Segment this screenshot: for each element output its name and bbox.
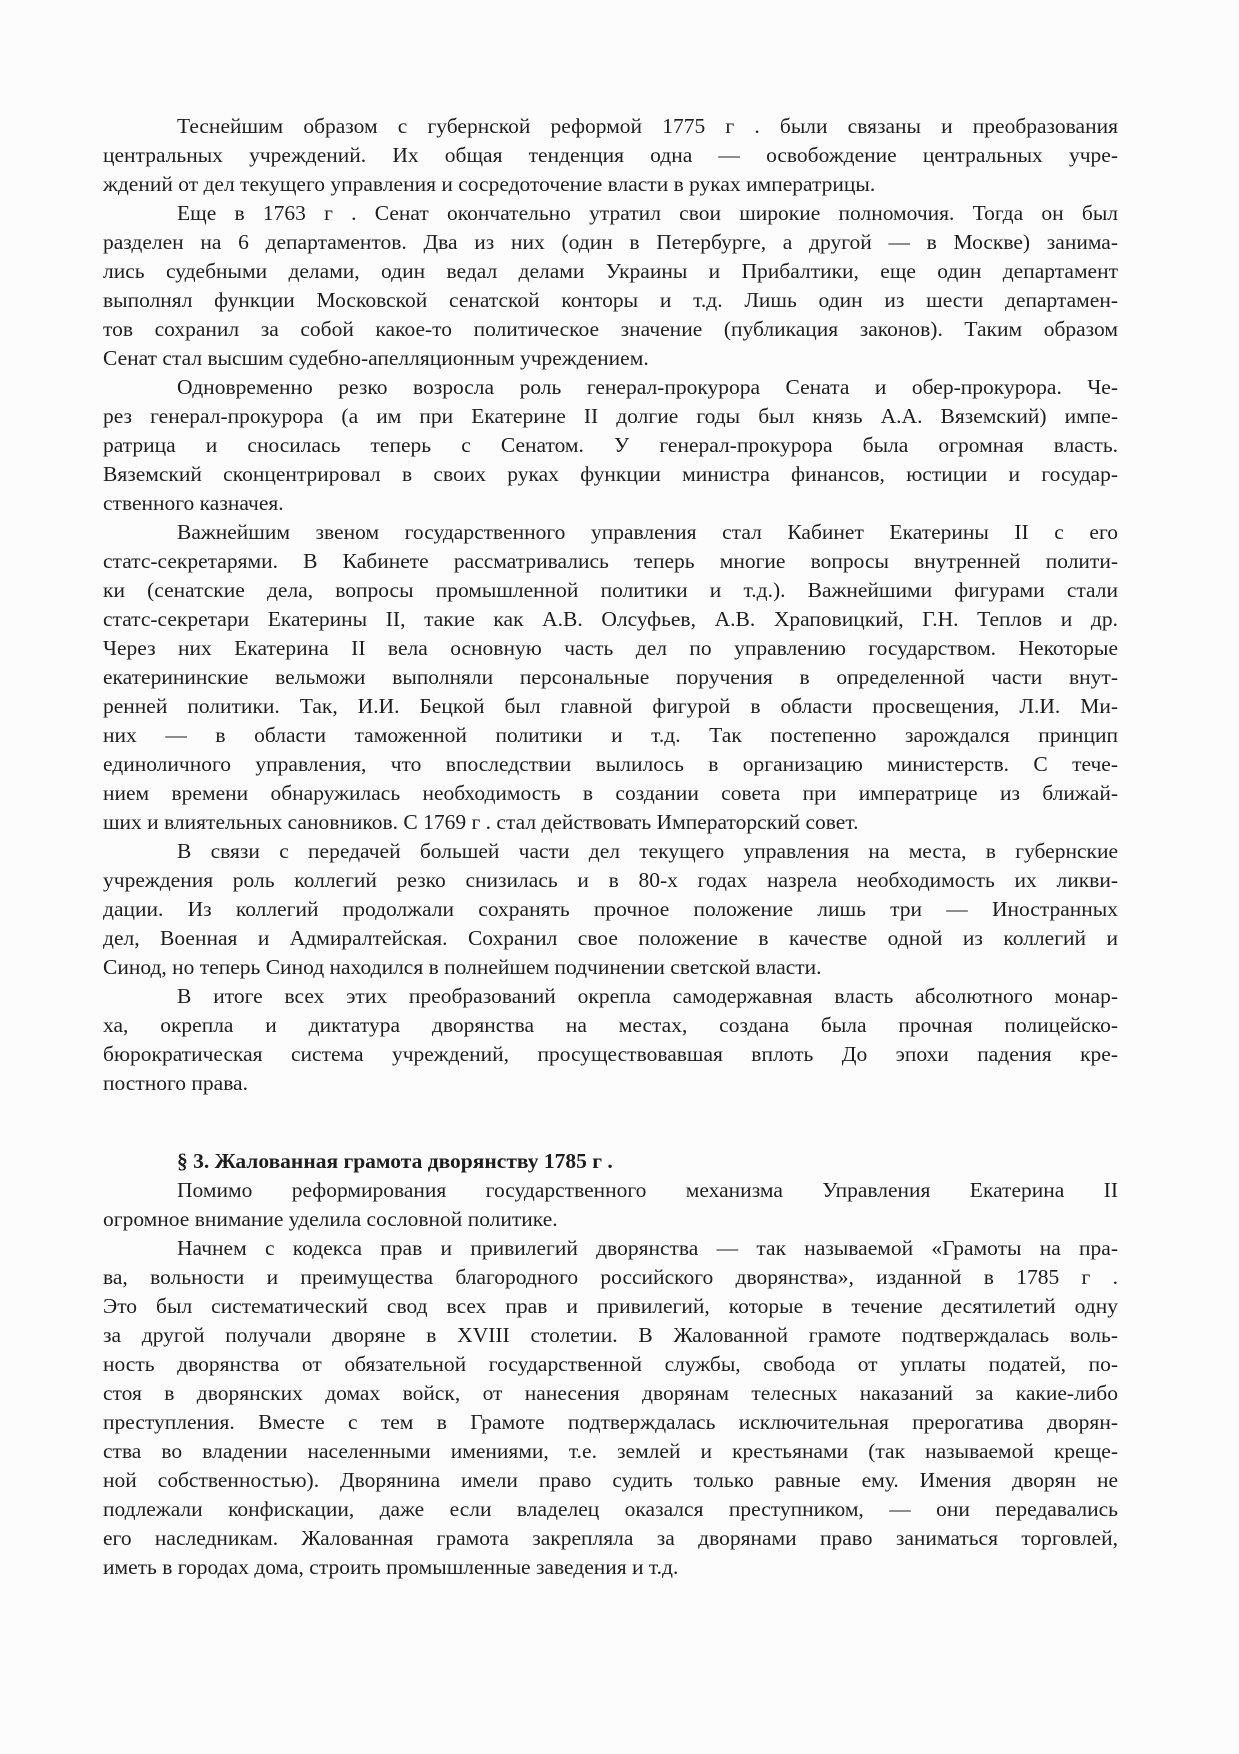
text-line: Через них Екатерина II вела основную часть дел по управлению государством. Некоторые	[103, 636, 1118, 660]
text-line: дации. Из коллегий продолжали сохранять прочное положение лишь три — Иностранных	[103, 897, 1118, 921]
text-line: дел, Военная и Адмиралтейская. Сохранил свое положение в качестве одной из коллегий и	[103, 926, 1118, 950]
document-text-body	[103, 112, 1118, 1582]
text-line: Сенат стал высшим судебно-апелляционным учреждением.	[103, 346, 649, 370]
text-line: учреждения роль коллегий резко снизилась и в 80-х годах назрела необходимость их ликви-	[103, 868, 1118, 892]
text-line: ва, вольности и преимущества благородного российского дворянства», изданной в 1785 г .	[103, 1265, 1118, 1289]
paragraph	[103, 982, 1118, 1098]
text-line: Начнем с кодекса прав и привилегий дворянства — так называемой «Грамоты на пра-	[177, 1236, 1118, 1260]
text-line: Синод, но теперь Синод находился в полнейшем подчинении светской власти.	[103, 955, 822, 979]
text-line: разделен на 6 департаментов. Два из них (один в Петербурге, а другой — в Москве) занима-	[103, 230, 1118, 254]
text-line: за другой получали дворяне в XVIII столетии. В Жалованной грамоте подтверждалась воль-	[103, 1323, 1118, 1347]
text-line: ной собственностью). Дворянина имели право судить только равные ему. Имения дворян не	[103, 1468, 1118, 1492]
text-line: ратрица и сносилась теперь с Сенатом. У генерал-прокурора была огромная власть.	[103, 433, 1118, 457]
text-line: В итоге всех этих преобразований окрепла самодержавная власть абсолютного монар-	[177, 984, 1118, 1008]
text-line: ренней политики. Так, И.И. Бецкой был главной фигурой в области просвещения, Л.И. Ми-	[103, 694, 1118, 718]
text-line: нием времени обнаружилась необходимость в создании совета при императрице из ближай-	[103, 781, 1118, 805]
text-line: его наследникам. Жалованная грамота закрепляла за дворянами право заниматься торговлей,	[103, 1526, 1118, 1550]
text-line: них — в области таможенной политики и т.д. Так постепенно зарождался принцип	[103, 723, 1118, 747]
text-line: тов сохранил за собой какое-то политическое значение (публикация законов). Таким образом	[103, 317, 1118, 341]
text-line: статс-секретарями. В Кабинете рассматривались теперь многие вопросы внутренней полити-	[103, 549, 1118, 573]
text-line: преступления. Вместе с тем в Грамоте подтверждалась исключительная прерогатива дворян-	[103, 1410, 1118, 1434]
text-line: огромное внимание уделила сословной политике.	[103, 1207, 558, 1231]
text-line: Одновременно резко возросла роль генерал-прокурора Сената и обер-прокурора. Че-	[177, 375, 1118, 399]
text-line: подлежали конфискации, даже если владелец оказался преступником, — они передавались	[103, 1497, 1118, 1521]
text-line: Вяземский сконцентрировал в своих руках функции министра финансов, юстиции и государ-	[103, 462, 1118, 486]
text-line: Теснейшим образом с губернской реформой 1775 г . были связаны и преобразования	[177, 114, 1118, 138]
text-line: ки (сенатские дела, вопросы промышленной политики и т.д.). Важнейшими фигурами стали	[103, 578, 1118, 602]
paragraph	[103, 199, 1118, 373]
text-line: ства во владении населенными имениями, т.е. землей и крестьянами (так называемой креще-	[103, 1439, 1118, 1463]
text-line: постного права.	[103, 1071, 248, 1095]
text-line: единоличного управления, что впоследствии вылилось в организацию министерств. С тече-	[103, 752, 1118, 776]
text-line: ность дворянства от обязательной государственной службы, свобода от уплаты податей, по-	[103, 1352, 1118, 1376]
text-line: стоя в дворянских домах войск, от нанесения дворянам телесных наказаний за какие-либо	[103, 1381, 1118, 1405]
paragraph	[103, 518, 1118, 837]
paragraph	[103, 1176, 1118, 1234]
text-line: лись судебными делами, один ведал делами Украины и Прибалтики, еще один департамент	[103, 259, 1118, 283]
text-line: Помимо реформирования государственного механизма Управления Екатерина II	[177, 1178, 1118, 1202]
section-heading-text: § 3. Жалованная грамота дворянству 1785 г .	[177, 1149, 613, 1173]
text-line: ждений от дел текущего управления и сосредоточение власти в руках императрицы.	[103, 172, 876, 196]
text-line: статс-секретари Екатерины II, такие как А.В. Олсуфьев, А.В. Храповицкий, Г.Н. Теплов и др.	[103, 607, 1118, 631]
text-line: ха, окрепла и диктатура дворянства на местах, создана была прочная полицейско-	[103, 1013, 1118, 1037]
text-line: центральных учреждений. Их общая тенденция одна — освобождение центральных учре-	[103, 143, 1118, 167]
text-line: ших и влиятельных сановников. С 1769 г . стал действовать Императорский совет.	[103, 810, 859, 834]
text-line: ственного казначея.	[103, 491, 284, 515]
text-line: Это был систематический свод всех прав и привилегий, которые в течение десятилетий одну	[103, 1294, 1118, 1318]
paragraph	[103, 837, 1118, 982]
paragraph	[103, 373, 1118, 518]
text-line: В связи с передачей большей части дел текущего управления на места, в губернские	[177, 839, 1118, 863]
text-line: екатерининские вельможи выполняли персональные поручения в определенной части внут-	[103, 665, 1118, 689]
text-line: бюрократическая система учреждений, просуществовавшая вплоть До эпохи падения кре-	[103, 1042, 1118, 1066]
paragraph	[103, 1234, 1118, 1582]
section-heading	[103, 1147, 1118, 1176]
paragraph	[103, 112, 1118, 199]
text-line: рез генерал-прокурора (а им при Екатерине II долгие годы был князь А.А. Вяземский) импе-	[103, 404, 1118, 428]
text-line: Важнейшим звеном государственного управления стал Кабинет Екатерины II с его	[177, 520, 1118, 544]
text-line: Еще в 1763 г . Сенат окончательно утратил свои широкие полномочия. Тогда он был	[177, 201, 1118, 225]
text-line: выполнял функции Московской сенатской конторы и т.д. Лишь один из шести департамен-	[103, 288, 1118, 312]
text-line: иметь в городах дома, строить промышленные заведения и т.д.	[103, 1555, 679, 1579]
